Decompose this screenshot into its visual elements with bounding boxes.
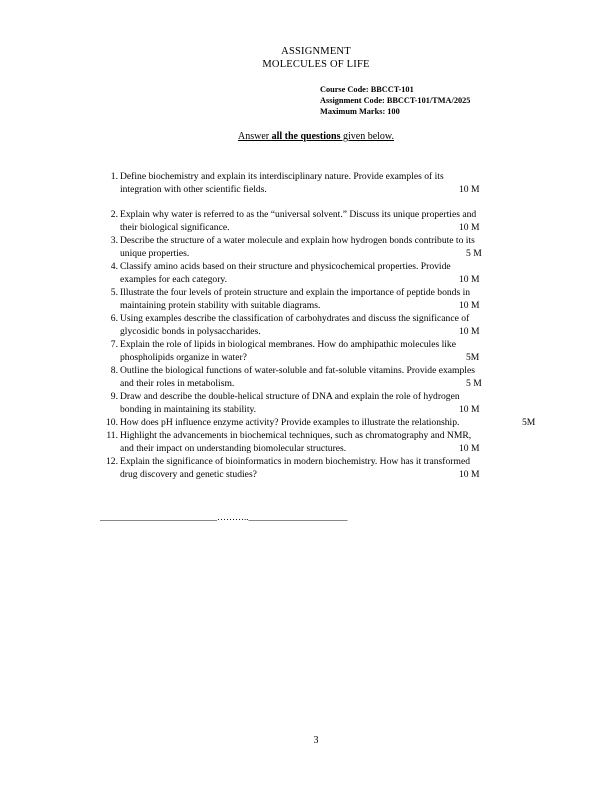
question-number: 7. xyxy=(110,339,118,350)
assignment-code: Assignment Code: BBCCT-101/TMA/2025 xyxy=(320,96,471,105)
question-text-continued: and their roles in metabolism. xyxy=(120,377,235,389)
instruction-prefix: Answer xyxy=(237,131,272,142)
question-marks: 10 M xyxy=(459,468,480,480)
question-number: 3. xyxy=(110,235,118,246)
question-marks: 5 M xyxy=(466,247,482,259)
question-marks: 5M xyxy=(522,417,536,428)
question-text: Explain why water is referred to as the “universal solvent.” Discuss its unique properties and xyxy=(120,209,477,220)
question-marks: 5 M xyxy=(466,377,482,389)
question-text: Using examples describe the classification of carbohydrates and discuss the significance of xyxy=(120,313,470,324)
question-number: 11. xyxy=(106,430,118,441)
question-number: 5. xyxy=(110,287,118,298)
question-text-continued: drug discovery and genetic studies? xyxy=(120,468,257,480)
question-text-continued: maintaining protein stability with suitable diagrams. xyxy=(120,299,321,311)
question-text: Outline the biological functions of water-soluble and fat-soluble vitamins. Provide examples xyxy=(120,365,475,376)
question-number: 4. xyxy=(110,261,118,272)
question-number: 9. xyxy=(110,391,118,402)
instruction-line xyxy=(0,131,612,142)
question-number: 2. xyxy=(110,209,118,220)
question-text-continued: their biological significance. xyxy=(120,221,230,233)
question-text-continued: integration with other scientific fields. xyxy=(120,183,267,195)
question-text-continued: phospholipids organize in water? xyxy=(120,351,247,363)
question-number: 12. xyxy=(106,456,118,467)
question-text: Draw and describe the double-helical structure of DNA and explain the role of hydrogen xyxy=(120,391,460,402)
question-text: Highlight the advancements in biochemical techniques, such as chromatography and NMR, xyxy=(120,430,472,441)
assignment-title: ASSIGNMENT xyxy=(281,46,351,57)
question-text-continued: unique properties. xyxy=(120,247,190,259)
question-text-continued: glycosidic bonds in polysaccharides. xyxy=(120,325,261,337)
question-marks: 10 M xyxy=(459,442,480,454)
question-marks: 10 M xyxy=(459,183,480,195)
question-marks: 10 M xyxy=(459,299,480,311)
question-text: Describe the structure of a water molecule and explain how hydrogen bonds contribute to its xyxy=(120,235,475,246)
assignment-subtitle: MOLECULES OF LIFE xyxy=(262,59,370,70)
question-text: Explain the role of lipids in biological membranes. How do amphipathic molecules like xyxy=(120,339,456,350)
question-text-continued: examples for each category. xyxy=(120,273,227,285)
question-marks: 10 M xyxy=(459,325,480,337)
question-text: Illustrate the four levels of protein structure and explain the importance of peptide bonds in xyxy=(120,287,471,298)
course-code: Course Code: BBCCT-101 xyxy=(320,85,414,94)
question-marks: 10 M xyxy=(459,403,480,415)
question-marks: 5M xyxy=(466,351,480,363)
page-number: 3 xyxy=(313,735,319,746)
instruction-suffix: given below. xyxy=(340,131,395,142)
question-text: Explain the significance of bioinformatics in modern biochemistry. How has it transformed xyxy=(120,456,470,467)
question-text: Classify amino acids based on their structure and physicochemical properties. Provide xyxy=(120,261,451,272)
question-number: 8. xyxy=(110,365,118,376)
question-marks: 10 M xyxy=(459,221,480,233)
end-of-questions-rule: __________________________………..______________________ xyxy=(100,512,348,522)
instruction-emphasis: all the questions xyxy=(271,131,341,142)
question-text-continued: and their impact on understanding biomolecular structures. xyxy=(120,442,347,454)
question-number: 6. xyxy=(110,313,118,324)
question-text-continued: bonding in maintaining its stability. xyxy=(120,403,257,415)
question-text: How does pH influence enzyme activity? Provide examples to illustrate the relationship. xyxy=(120,417,460,428)
question-marks: 10 M xyxy=(459,273,480,285)
question-number: 10. xyxy=(106,417,118,428)
question-text: Define biochemistry and explain its interdisciplinary nature. Provide examples of its xyxy=(120,171,444,182)
maximum-marks: Maximum Marks: 100 xyxy=(320,107,400,116)
question-number: 1. xyxy=(110,171,118,182)
